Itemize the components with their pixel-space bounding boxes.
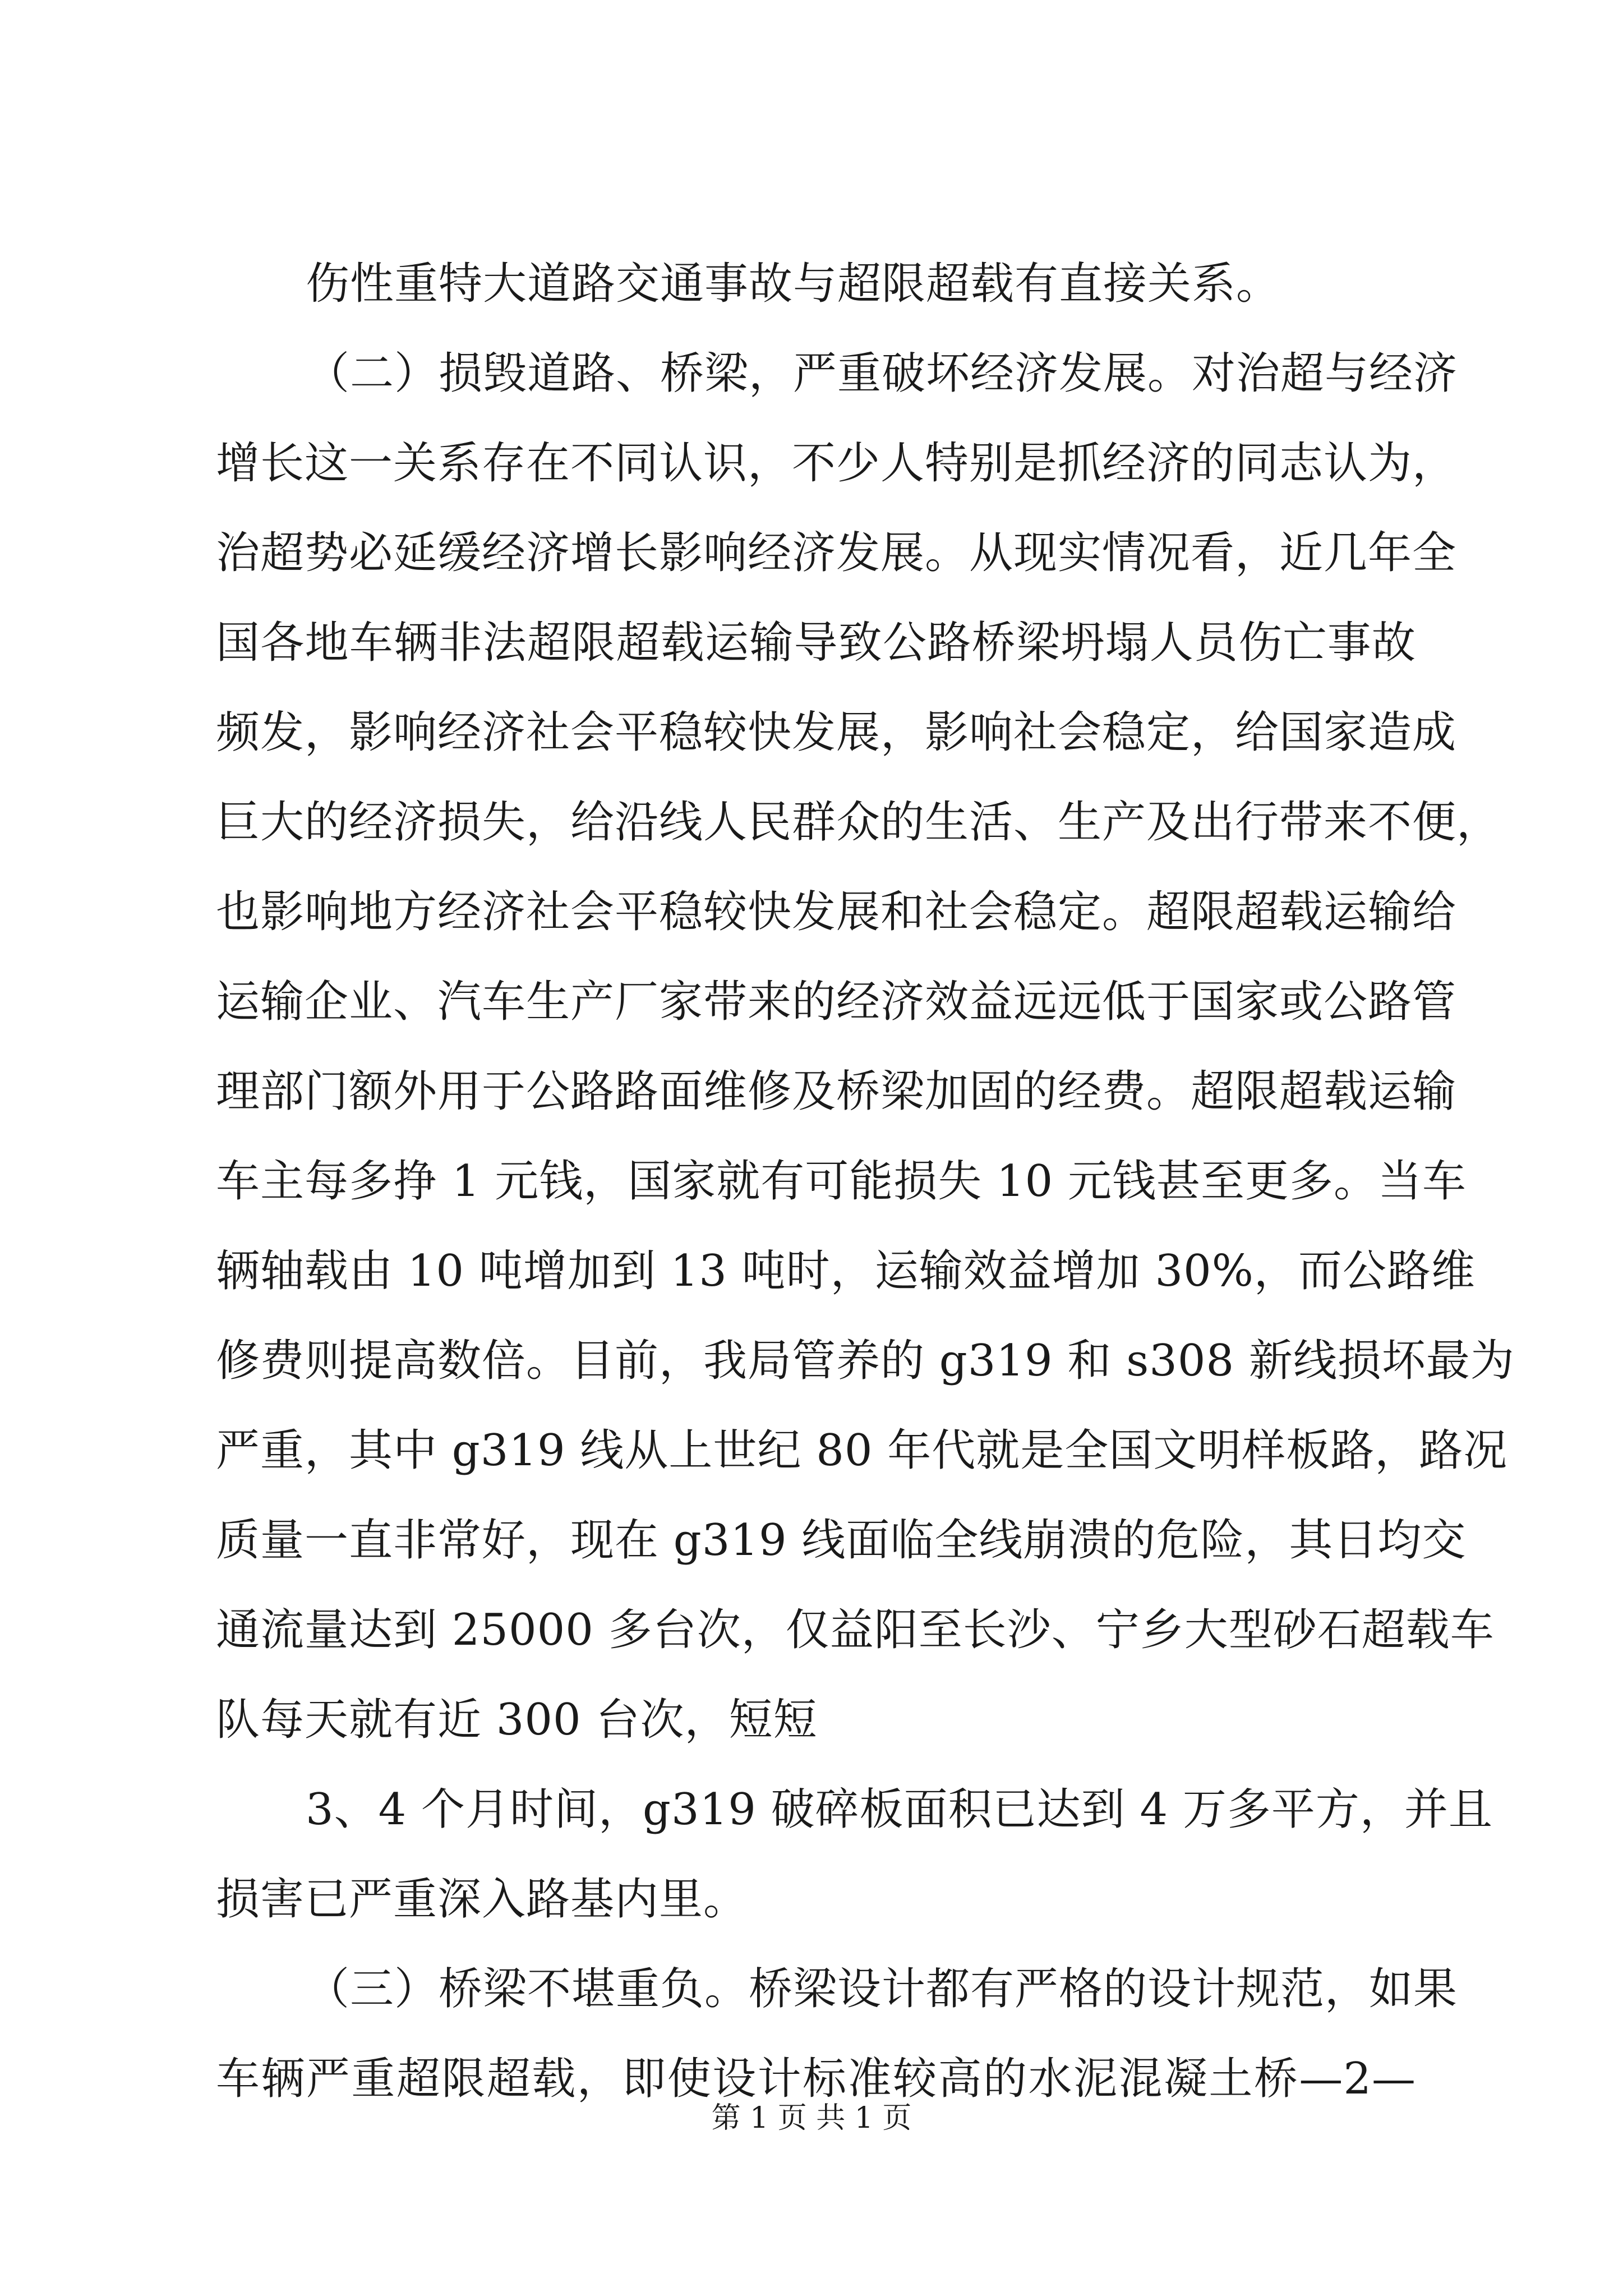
text-line: 理部门额外用于公路路面维修及桥梁加固的经费。超限超载运输 — [216, 1066, 1457, 1117]
text-line: 频发，影响经济社会平稳较快发展，影响社会稳定，给国家造成 — [216, 707, 1457, 758]
text-line: 车主每多挣 1 元钱，国家就有可能损失 10 元钱甚至更多。当车 — [216, 1156, 1467, 1207]
text-line: 巨大的经济损失，给沿线人民群众的生活、生产及出行带来不便， — [216, 797, 1501, 848]
body-text — [216, 239, 1515, 2124]
text-line: 伤性重特大道路交通事故与超限超载有直接关系。 — [306, 259, 1281, 309]
page-footer: 第 1 页 共 1 页 — [711, 2101, 912, 2135]
text-line: 损害已严重深入路基内里。 — [216, 1874, 748, 1925]
text-line: 通流量达到 25000 多台次，仅益阳至长沙、宁乡大型砂石超载车 — [216, 1605, 1495, 1655]
text-line: （二）损毁道路、桥梁，严重破坏经济发展。对治超与经济 — [306, 348, 1458, 399]
text-line: 辆轴载由 10 吨增加到 13 吨时，运输效益增加 30%，而公路维 — [216, 1246, 1476, 1296]
text-line: 治超势必延缓经济增长影响经济发展。从现实情况看，近几年全 — [216, 528, 1457, 578]
text-line: 修费则提高数倍。目前，我局管养的 g319 和 s308 新线损坏最为 — [216, 1336, 1515, 1386]
text-line: 也影响地方经济社会平稳较快发展和社会稳定。超限超载运输给 — [216, 887, 1457, 937]
text-line: 车辆严重超限超载，即使设计标准较高的水泥混凝土桥—2— — [216, 2054, 1416, 2104]
text-line: 严重，其中 g319 线从上世纪 80 年代就是全国文明样板路，路况 — [216, 1425, 1508, 1476]
text-line: 3、4 个月时间，g319 破碎板面积已达到 4 万多平方，并且 — [306, 1784, 1493, 1835]
text-line: 运输企业、汽车生产厂家带来的经济效益远远低于国家或公路管 — [216, 977, 1457, 1027]
text-line: 队每天就有近 300 台次，短短 — [216, 1695, 818, 1745]
text-line: 国各地车辆非法超限超载运输导致公路桥梁坍塌人员伤亡事故 — [216, 618, 1416, 668]
text-line: 质量一直非常好，现在 g319 线面临全线崩溃的危险，其日均交 — [216, 1515, 1467, 1566]
text-line: 增长这一关系存在不同认识，不少人特别是抓经济的同志认为， — [216, 438, 1457, 489]
text-line: （三）桥梁不堪重负。桥梁设计都有严格的设计规范，如果 — [306, 1964, 1458, 2014]
